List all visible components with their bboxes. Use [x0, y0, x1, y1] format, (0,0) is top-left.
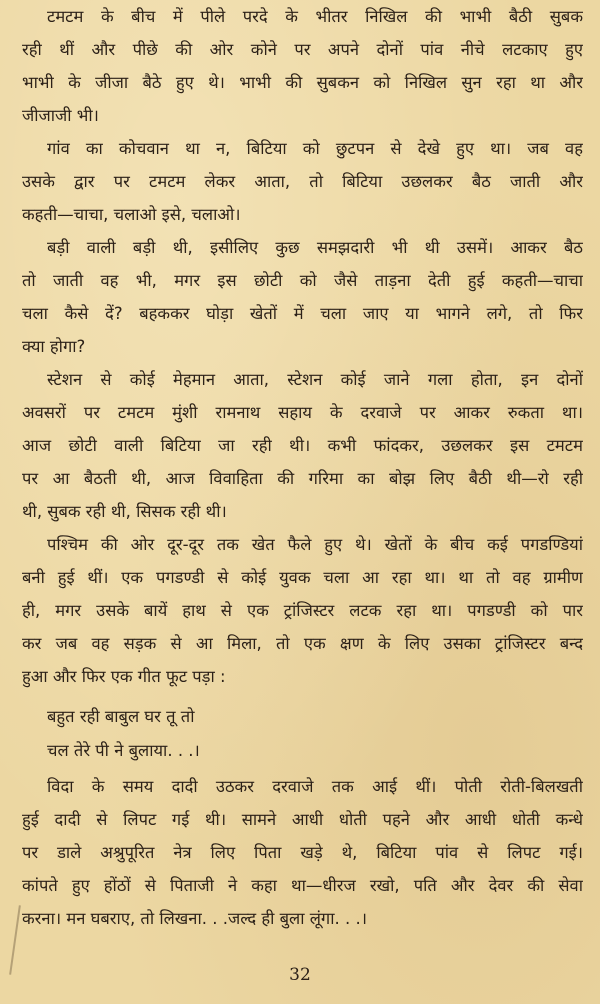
song-line-2: चल तेरे पी ने बुलाया. . .।: [47, 741, 200, 760]
paragraph-5-line-1: पश्चिम की ओर दूर-दूर तक खेत फैले हुए थे। खेतों के बीच कई पगडण्डियां: [47, 535, 583, 554]
paragraph-4-line-3: आज छोटी वाली बिटिया जा रही थी। कभी फांदकर, उछलकर इस टमटम: [22, 436, 583, 455]
paragraph-3-line-1: बड़ी वाली बड़ी थी, इसीलिए कुछ समझदारी भी थी उसमें। आकर बैठ: [47, 238, 583, 257]
paragraph-3-line-2: तो जाती वह भी, मगर इस छोटी को जैसे ताड़ना देती हुई कहती—चाचा: [22, 271, 583, 290]
paragraph-1-line-3: भाभी के जीजा बैठे हुए थे। भाभी की सुबकन को निखिल सुन रहा था और: [22, 73, 583, 92]
paragraph-1-line-4: जीजाजी भी।: [22, 106, 99, 125]
paragraph-1-line-2: रही थीं और पीछे की ओर कोने पर अपने दोनों पांव नीचे लटकाए हुए: [22, 40, 583, 59]
paragraph-2-line-3: कहती—चाचा, चलाओ इसे, चलाओ।: [22, 205, 241, 224]
paragraph-5-line-5: हुआ और फिर एक गीत फूट पड़ा :: [22, 667, 226, 686]
paragraph-2-line-1: गांव का कोचवान था न, बिटिया को छुटपन से देखे हुए था। जब वह: [47, 139, 583, 158]
paragraph-5-line-2: बनी हुई थीं। एक पगडण्डी से कोई युवक चला आ रहा था। था तो वह ग्रामीण: [22, 568, 583, 587]
paragraph-5-line-4: कर जब वह सड़क से आ मिला, तो एक क्षण के लिए उसका ट्रांजिस्टर बन्द: [22, 634, 583, 653]
paragraph-5-line-3: ही, मगर उसके बायें हाथ से एक ट्रांजिस्टर लटक रहा था। पगडण्डी को पार: [22, 601, 583, 620]
paragraph-4-line-5: थी, सुबक रही थी, सिसक रही थी।: [22, 502, 227, 521]
paragraph-3-line-3: चला कैसे दें? बहककर घोड़ा खेतों में चला जाए या भागने लगे, तो फिर: [22, 304, 583, 323]
paragraph-4-line-2: अवसरों पर टमटम मुंशी रामनाथ सहाय के दरवाजे पर आकर रुकता था।: [22, 403, 583, 422]
paragraph-6-line-3: पर डाले अश्रुपूरित नेत्र लिए पिता खड़े थे, बिटिया पांव से लिपट गई।: [22, 843, 583, 862]
song-line-1: बहुत रही बाबुल घर तू तो: [47, 707, 195, 726]
paragraph-3-line-4: क्या होगा?: [22, 337, 86, 356]
paragraph-2-line-2: उसके द्वार पर टमटम लेकर आता, तो बिटिया उछलकर बैठ जाती और: [22, 172, 583, 191]
paragraph-4-line-4: पर आ बैठती थी, आज विवाहिता की गरिमा का बोझ लिए बैठी थी—रो रही: [22, 469, 583, 488]
paragraph-6-line-5: करना। मन घबराए, तो लिखना. . .जल्द ही बुला लूंगा. . .।: [22, 909, 367, 928]
paragraph-6-line-4: कांपते हुए होंठों से पिताजी ने कहा था—धीरज रखो, पति और देवर की सेवा: [22, 876, 583, 895]
paragraph-6-line-1: विदा के समय दादी उठकर दरवाजे तक आई थीं। पोती रोती-बिलखती: [47, 777, 583, 796]
paragraph-4-line-1: स्टेशन से कोई मेहमान आता, स्टेशन कोई जाने गला होता, इन दोनों: [47, 370, 583, 389]
paragraph-6-line-2: हुई दादी से लिपट गई थी। सामने आधी धोती पहने और आधी धोती कन्धे: [22, 810, 583, 829]
page-number: 32: [289, 965, 311, 985]
paragraph-1-line-1: टमटम के बीच में पीले परदे के भीतर निखिल की भाभी बैठी सुबक: [47, 7, 583, 26]
